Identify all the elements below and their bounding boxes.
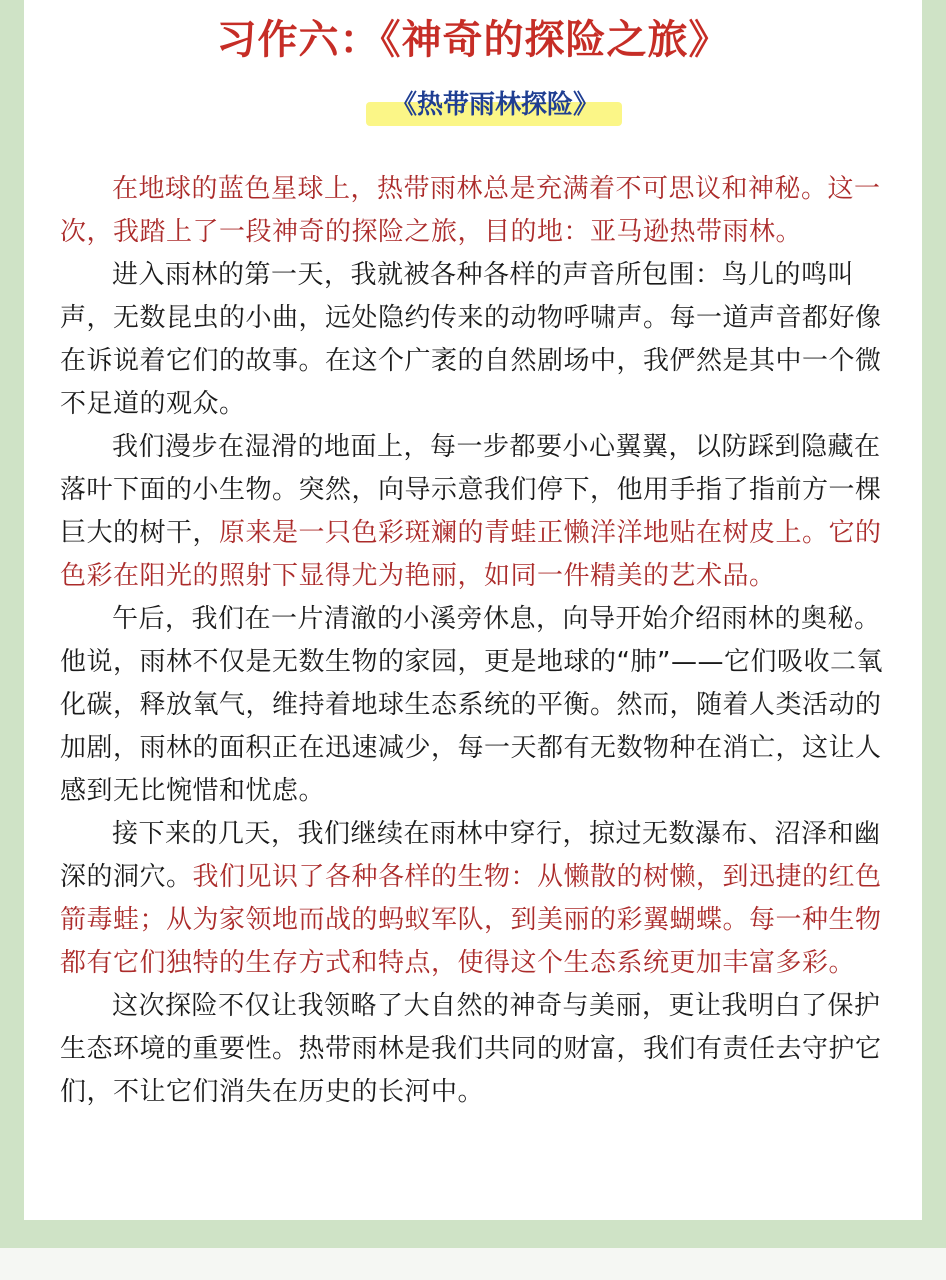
paragraph-4 [60,598,890,813]
paragraph-segment: 午后，我们在一片清澈的小溪旁休息，向导开始介绍雨林的奥秘。他说，雨林不仅是无数生物的家园，更是地球的“肺”——它们吸收二氧化碳，释放氧气，维持着地球生态系统的平衡。然而，随着人类活动的加剧，雨林的面积正在迅速减少，每一天都有无数物种在消亡，这让人感到无比惋惜和忧虑。 [60,604,883,806]
paragraph-3 [60,426,890,598]
paragraph-segment: 进入雨林的第一天，我就被各种各样的声音所包围：鸟儿的鸣叫声，无数昆虫的小曲，远处隐约传来的动物呼啸声。每一道声音都好像在诉说着它们的故事。在这个广袤的自然剧场中，我俨然是其中一个微不足道的观众。 [60,260,882,419]
paragraph-6 [60,985,890,1114]
paragraph-5 [60,813,890,985]
essay-subtitle: 《热带雨林探险》 [390,90,599,120]
paragraph-segment: 这次探险不仅让我领略了大自然的神奇与美丽，更让我明白了保护生态环境的重要性。热带雨林是我们共同的财富，我们有责任去守护它们，不让它们消失在历史的长河中。 [60,991,882,1107]
document-page [24,0,922,1220]
paragraph-1 [60,168,890,254]
paragraph-segment-highlighted: 原来是一只色彩斑斓的青蛙正懒洋洋地贴在树皮上。它的色彩在阳光的照射下显得尤为艳丽，如同一件精美的艺术品。 [60,518,882,591]
essay-body [60,168,890,1114]
paragraph-segment: 我们漫步在湿滑的地面上，每一步都要小心翼翼，以防踩到隐藏在落叶下面的小生物。突然，向导示意我们停下，他用手指了指前方一棵巨大的树干， [60,432,882,548]
paragraph-segment: 接下来的几天，我们继续在雨林中穿行，掠过无数瀑布、沼泽和幽深的洞穴。 [60,819,881,892]
essay-title: 习作六：《神奇的探险之旅》 [216,17,730,63]
paragraph-2 [60,254,890,426]
paragraph-segment-highlighted: 我们见识了各种各样的生物：从懒散的树懒，到迅捷的红色箭毒蛙；从为家领地而战的蚂蚁军队，到美丽的彩翼蝴蝶。每一种生物都有它们独特的生存方式和特点，使得这个生态系统更加丰富多彩。 [60,862,882,978]
subtitle-block [364,78,626,136]
page-bottom-strip [0,1248,946,1280]
paragraph-segment: 在地球的蓝色星球上，热带雨林总是充满着不可思议和神秘。这一次，我踏上了一段神奇的探险之旅，目的地：亚马逊热带雨林。 [60,174,881,247]
